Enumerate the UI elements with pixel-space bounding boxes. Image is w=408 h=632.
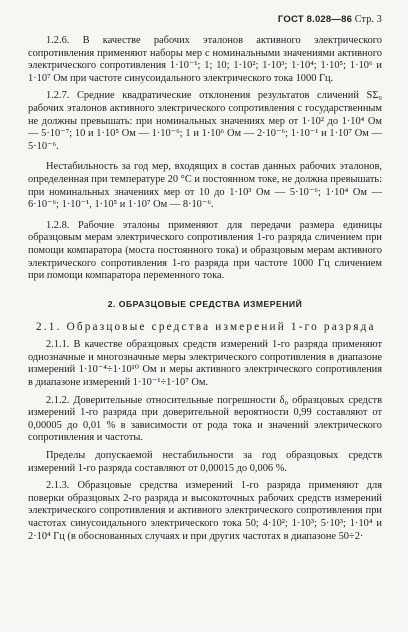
paragraph-1-2-8: 1.2.8. Рабочие эталоны применяют для передачи размера единицы образцовым мерам электрического сопротивления 1-го разряда сличением при помощи компаратора (моста постоянного тока) и образцовым мерам активного электрического сопротивления 1-го разряда при частоте 1000 Гц сличением при помощи компаратора переменного тока. bbox=[28, 219, 382, 282]
paragraph-1-2-6: 1.2.6. В качестве рабочих эталонов активного электрического сопротивления применяют наборы мер с номинальными значениями активного электрического сопротивления 1·10⁻¹; 1; 10; 1·10²; 1·10³; 1·10⁴; 1·10⁵; 1·10⁶ и 1·10⁷ Ом при частоте синусоидального электрического тока 1000 Гц. bbox=[28, 35, 382, 84]
paragraph-limits: Пределы допускаемой нестабильности за год образцовых средств измерений 1-го разряда составляют от 0,00015 до 0,006 %. bbox=[28, 449, 382, 474]
paragraph-2-1-2: 2.1.2. Доверительные относительные погрешности δ₀ образцовых средств измерений 1-го разряда при доверительной вероятности 0,99 составляют от 0,00005 до 0,01 % в зависимости от рода тока и значений электрического сопротивления и частоты. bbox=[28, 394, 382, 444]
section-heading: 2. ОБРАЗЦОВЫЕ СРЕДСТВА ИЗМЕРЕНИЙ bbox=[107, 298, 303, 309]
page-number: Стр. 3 bbox=[354, 14, 382, 25]
page-header bbox=[28, 14, 382, 25]
paragraph-instability: Нестабильность за год мер, входящих в состав данных рабочих эталонов, определенная при температуре 20 °С и постоянном токе, не должна превышать: при номинальных значениях мер от 10 до 1·10³ Ом — 5·10⁻⁶; 1·10⁴ Ом — 6·10⁻⁶; 1·10⁻¹, 1·10⁵ и 1·10⁷ Ом — 8·10⁻⁶. bbox=[28, 161, 382, 211]
paragraph-2-1-3: 2.1.3. Образцовые средства измерений 1-го разряда применяют для поверки образцовых 2-го разряда и высокоточных рабочих средств измерений электрического сопротивления и активного электрического сопротивления при частотах синусоидального электрического тока 50; 4·10²; 1·10³; 5·10³; 1·10⁴ и 2·10⁴ Гц (в обоснованных случаях и при других частотах в диапазоне 50÷2· bbox=[28, 480, 382, 542]
paragraph-2-1-1: 2.1.1. В качестве образцовых средств измерений 1-го разряда применяют однозначные и многозначные меры электрического сопротивления в диапазоне измерений 1·10⁻⁴÷1·10¹⁰ Ом и меры активного электрического сопротивления в диапазоне измерений 1·10⁻¹÷1·10⁷ Ом. bbox=[28, 339, 382, 388]
subsection-heading-2-1: 2.1. Образцовые средства измерений 1-го разряда bbox=[36, 320, 376, 333]
standard-number: ГОСТ 8.028—86 bbox=[277, 14, 353, 25]
paragraph-1-2-7: 1.2.7. Средние квадратические отклонения результатов сличений SΣ₀ рабочих эталонов активного электрического сопротивления с государственным не должны превышать: при номинальных значениях мер от 1·10² до 1·10⁴ Ом — 5·10⁻⁷; 10 и 1·10⁵ Ом — 1·10⁻⁶; 1 и 1·10⁶ Ом — 2·10⁻⁶; 1·10⁻¹ и 1·10⁷ Ом — 5·10⁻⁶. bbox=[28, 90, 382, 152]
